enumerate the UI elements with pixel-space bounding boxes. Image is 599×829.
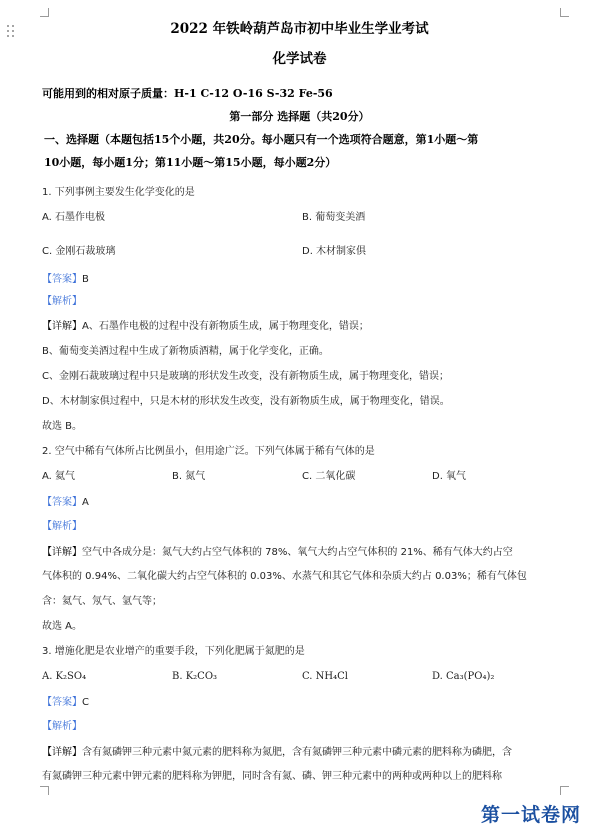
question-1-option-d: D. 木材制家俱 — [302, 246, 367, 257]
corner-mark-top-left — [40, 8, 49, 17]
question-3-detail-1 — [42, 745, 512, 760]
question-1-detail-3: C、金刚石裁玻璃过程中只是玻璃的形状发生改变，没有新物质生成，属于物理变化，错误； — [42, 371, 449, 382]
question-1-option-a: A. 石墨作电极 — [42, 212, 106, 223]
answer-value: B — [82, 274, 89, 285]
question-2-detail-1 — [42, 545, 513, 560]
question-1-detail-4: D、木材制家俱过程中，只是木材的形状发生改变，没有新物质生成，属于物理变化，错误。 — [42, 396, 450, 407]
question-3-option-b: B. K₂CO₃ — [172, 671, 218, 682]
question-1-analysis-tag: 【解析】 — [42, 296, 82, 307]
corner-mark-bottom-right — [560, 786, 569, 795]
question-2-option-b: B. 氮气 — [172, 471, 206, 482]
question-2-stem: 2. 空气中稀有气体所占比例虽小，但用途广泛。下列气体属于稀有气体的是 — [42, 446, 375, 457]
answer-value: A — [82, 497, 89, 508]
question-3-answer — [42, 695, 89, 710]
question-3-stem: 3. 增施化肥是农业增产的重要手段，下列化肥属于氮肥的是 — [42, 646, 305, 657]
question-2-detail-2: 气体积的 0.94%、二氧化碳大约占空气体积的 0.03%、水蒸气和其它气体和杂质大约占 0.03%；稀有气体包 — [42, 571, 527, 582]
question-2-conclusion: 故选 A。 — [42, 621, 83, 632]
section-instructions-line1: 一、选择题（本题包括15个小题，共20分。每小题只有一个选项符合题意，第1小题～第 — [44, 133, 479, 146]
part-heading: 第一部分 选择题（共20分） — [229, 110, 370, 123]
detail-text: A、石墨作电极的过程中没有新物质生成，属于物理变化，错误； — [82, 321, 369, 332]
question-2-option-d: D. 氧气 — [432, 471, 467, 482]
question-1-stem: 1. 下列事例主要发生化学变化的是 — [42, 187, 195, 198]
question-2-option-c: C. 二氧化碳 — [302, 471, 356, 482]
atomic-masses: 可能用到的相对原子质量：H-1 C-12 O-16 S-32 Fe-56 — [42, 87, 333, 100]
question-3-option-a: A. K₂SO₄ — [42, 671, 87, 682]
corner-mark-top-right — [560, 8, 569, 17]
question-1-answer — [42, 272, 89, 287]
section-instructions-line2: 10小题，每小题1分；第11小题～第15小题，每小题2分） — [44, 156, 337, 169]
document-subtitle: 化学试卷 — [272, 51, 327, 67]
question-3-option-c: C. NH₄Cl — [302, 671, 348, 682]
question-1-option-c: C. 金刚石裁玻璃 — [42, 246, 116, 257]
question-2-detail-3: 含：氦气、氖气、氩气等； — [42, 596, 162, 607]
corner-mark-bottom-left — [40, 786, 49, 795]
detail-text: 空气中各成分是：氮气大约占空气体积的 78%、氧气大约占空气体积的 21%、稀有气体大约占空 — [82, 547, 513, 558]
site-watermark: 第一试卷网 — [480, 804, 581, 826]
question-3-detail-2: 有氮磷钾三种元素中钾元素的肥料称为钾肥，同时含有氮、磷、钾三种元素中的两种或两种以上的肥料称 — [42, 771, 502, 782]
detail-tag: 【详解】 — [42, 547, 82, 558]
question-1-conclusion: 故选 B。 — [42, 421, 83, 432]
question-2-option-a: A. 氦气 — [42, 471, 76, 482]
question-2-analysis-tag: 【解析】 — [42, 521, 82, 532]
question-1-option-b: B. 葡萄变美酒 — [302, 212, 366, 223]
answer-tag: 【答案】 — [42, 274, 82, 285]
answer-value: C — [82, 697, 89, 708]
detail-tag: 【详解】 — [42, 747, 82, 758]
question-3-analysis-tag: 【解析】 — [42, 721, 82, 732]
question-1-detail-2: B、葡萄变美酒过程中生成了新物质酒精，属于化学变化，正确。 — [42, 346, 329, 357]
document-title: 2022 年铁岭葫芦岛市初中毕业生学业考试 — [170, 21, 429, 37]
question-3-option-d: D. Ca₃(PO₄)₂ — [432, 671, 495, 682]
detail-tag: 【详解】 — [42, 321, 82, 332]
question-1-detail-1 — [42, 319, 369, 334]
answer-tag: 【答案】 — [42, 697, 82, 708]
question-2-answer — [42, 495, 89, 510]
answer-tag: 【答案】 — [42, 497, 82, 508]
detail-text: 含有氮磷钾三种元素中氮元素的肥料称为氮肥，含有氮磷钾三种元素中磷元素的肥料称为磷肥，含 — [82, 747, 512, 758]
